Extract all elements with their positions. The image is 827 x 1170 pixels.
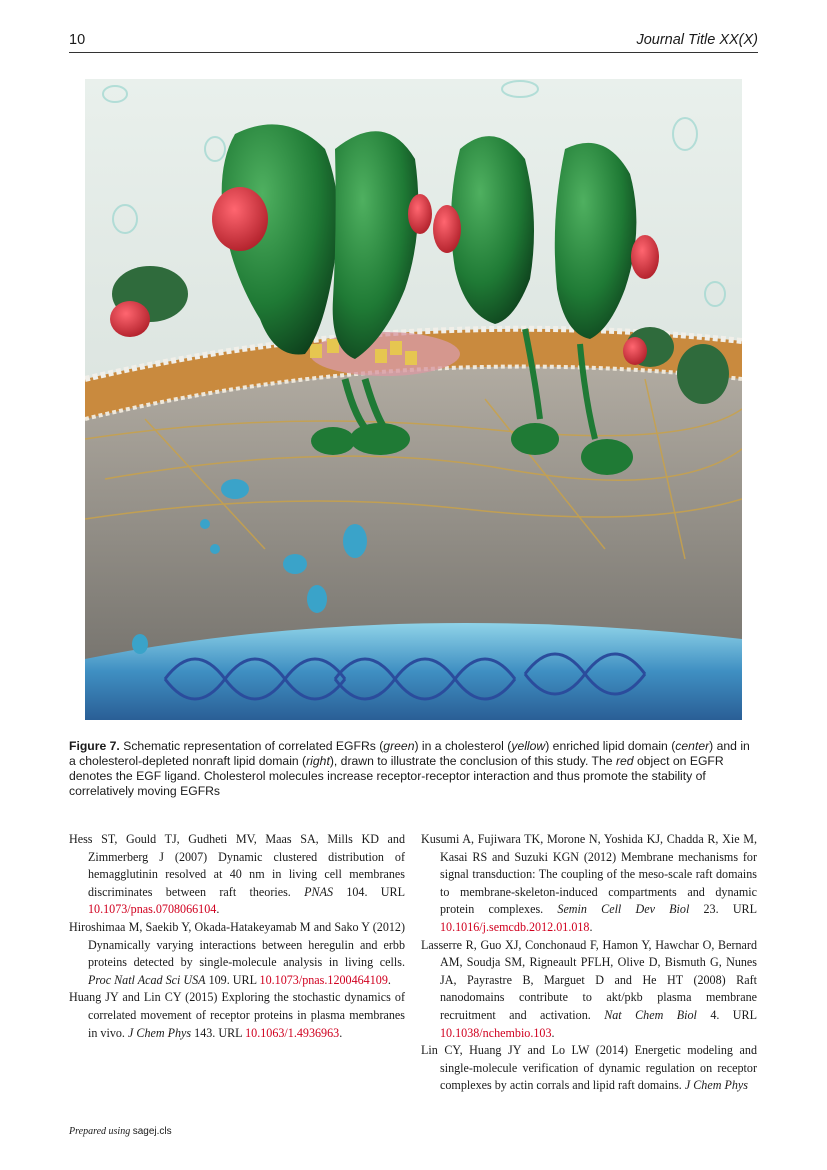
figure-label: Figure 7. <box>69 739 120 753</box>
reference-item: Kusumi A, Fujiwara TK, Morone N, Yoshida KJ, Chadda R, Xie M, Kasai RS and Suzuki KGN (2012) Membrane mechanisms for signal transduction: The coupling of the meso-scale raft domains to membrane-skeleton-induced compartments and dynamic protein complexes. Semin Cell Dev Biol 23. URL 10.1016/j.semcdb.2012.01.018. <box>421 832 758 934</box>
reference-url[interactable]: 10.1038/nchembio.103 <box>440 1025 552 1040</box>
reference-url[interactable]: 10.1073/pnas.0708066104 <box>88 902 217 917</box>
class-file: sagej.cls <box>132 1126 172 1137</box>
reference-item: Lin CY, Huang JY and Lo LW (2014) Energetic modeling and single-molecule verification of dynamic regulation on receptor complexes by actin corrals and lipid raft domains. J Chem Phys <box>421 1043 757 1093</box>
references-left-column <box>69 831 405 1042</box>
reference-item: Lasserre R, Guo XJ, Conchonaud F, Hamon Y, Hawchar O, Bernard AM, Soudja SM, Rigneault PFLH, Olive D, Bismuth G, Nunes JA, Payrastre B, Marguet D and He HT (2008) Raft nanodomains contribute to akt/pkb plasma membrane recruitment and activation. Nat Chem Biol 4. URL 10.1038/nchembio.103. <box>421 937 757 1040</box>
reference-item: Huang JY and Lin CY (2015) Exploring the stochastic dynamics of correlated movement of receptor proteins in plasma membranes in vivo. J Chem Phys 143. URL 10.1063/1.4936963. <box>69 990 405 1040</box>
header-rule <box>69 52 758 53</box>
reference-url[interactable]: 10.1073/pnas.1200464109 <box>259 972 388 987</box>
journal-title: Journal Title XX(X) <box>636 32 758 48</box>
references-right-column <box>421 831 757 1095</box>
reference-url[interactable]: 10.1016/j.semcdb.2012.01.018 <box>440 919 590 934</box>
caption-text: Schematic representation of correlated EGFRs (green) in a cholesterol (yellow) enriched lipid domain (center) and in a cholesterol-depleted nonraft lipid domain (right), drawn to illustrate the conclusion of this study. The red object on EGFR denotes the EGF ligand. Cholesterol molecules increase receptor-receptor interaction and thus promote the stability of correlatively moving EGFRs <box>69 739 750 798</box>
figure-illustration <box>85 79 742 720</box>
reference-item: Hiroshimaa M, Saekib Y, Okada-Hatakeyamab M and Sako Y (2012) Dynamically varying interactions between heregulin and erbb proteins detected by single-molecule analysis in living cells. Proc Natl Acad Sci USA 109. URL 10.1073/pnas.1200464109. <box>69 919 405 987</box>
running-header <box>69 30 758 52</box>
reference-url[interactable]: 10.1063/1.4936963 <box>245 1025 340 1040</box>
footer: Prepared using sagej.cls <box>69 1126 172 1137</box>
page-number: 10 <box>69 32 86 48</box>
figure-caption <box>69 739 759 799</box>
egfr-membrane-illustration <box>85 79 742 720</box>
reference-item: Hess ST, Gould TJ, Gudheti MV, Maas SA, Mills KD and Zimmerberg J (2007) Dynamic clustered distribution of hemagglutinin resolved at 40 nm in living cell membranes discriminates between raft theories. PNAS 104. URL 10.1073/pnas.0708066104. <box>69 832 405 917</box>
